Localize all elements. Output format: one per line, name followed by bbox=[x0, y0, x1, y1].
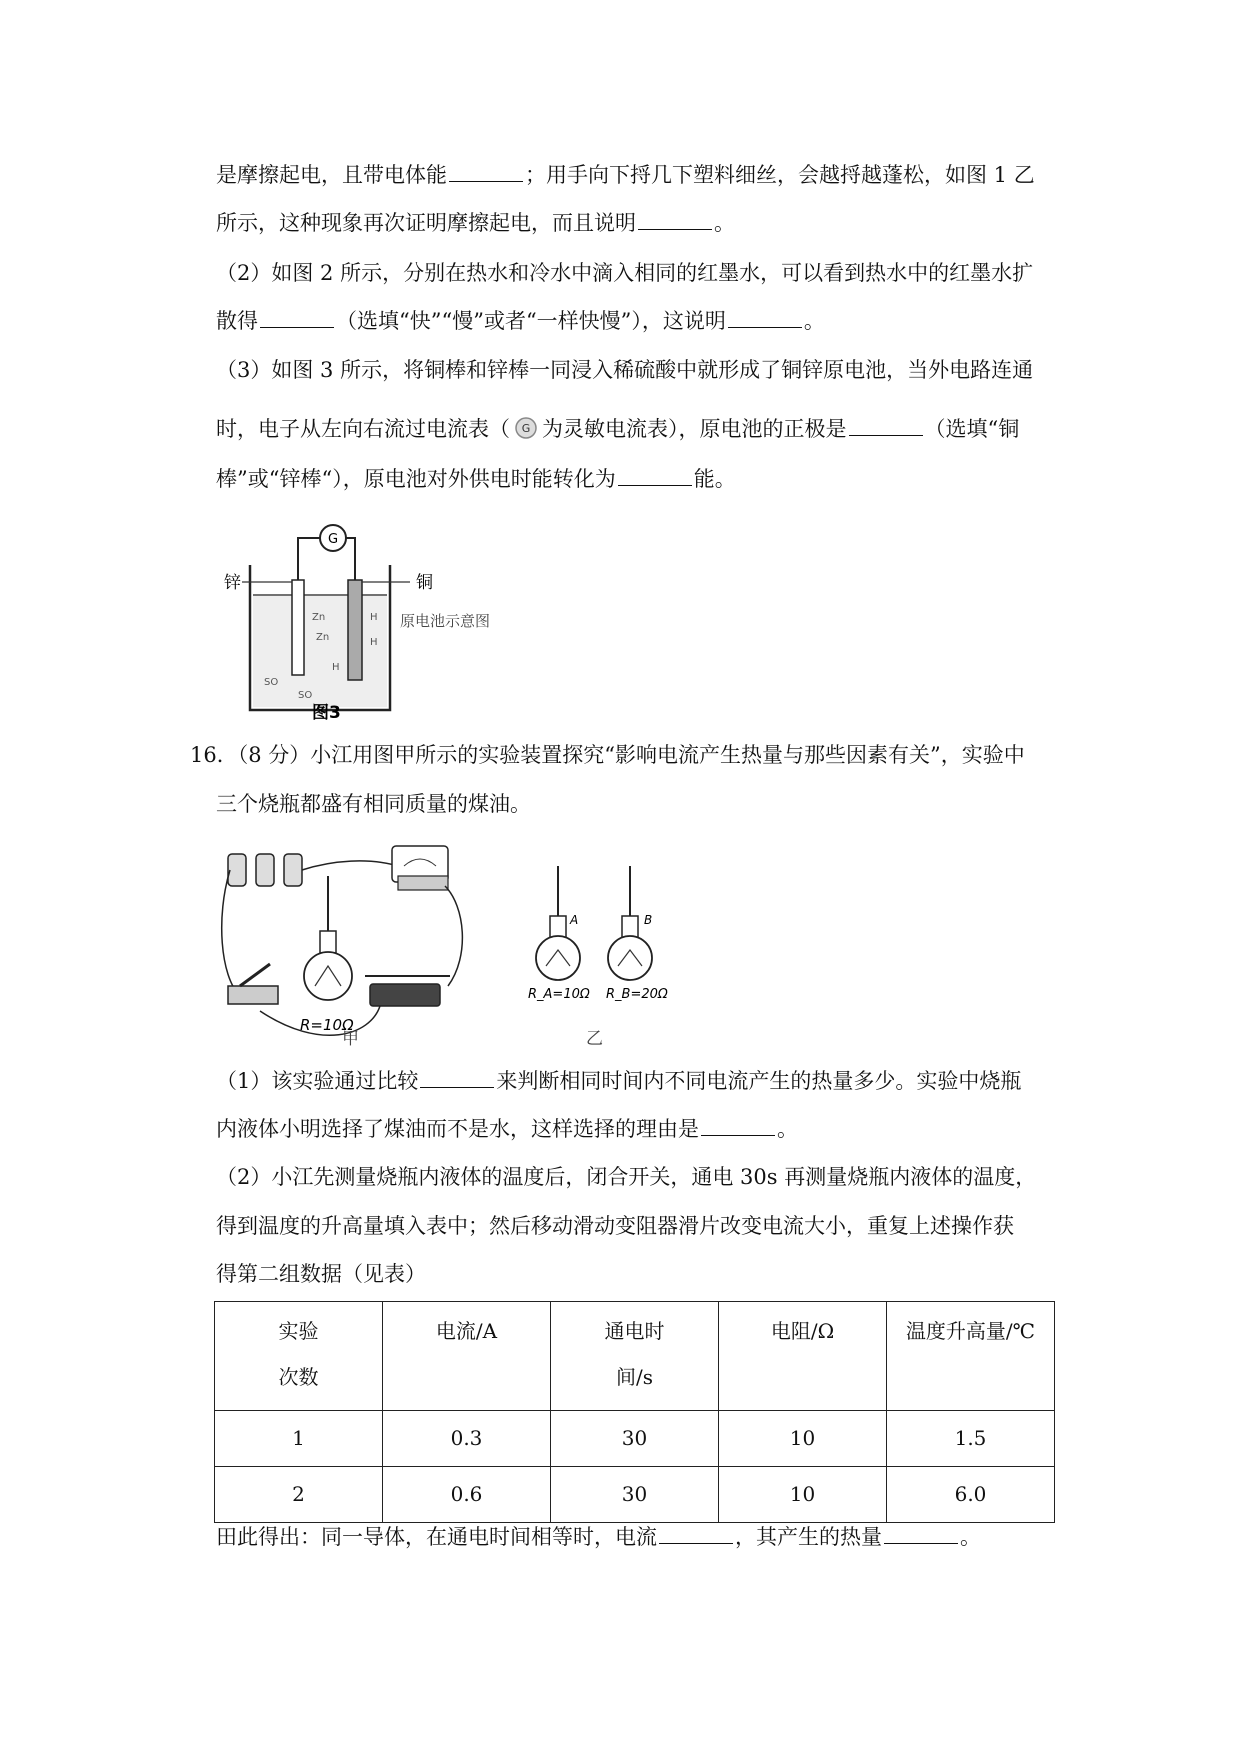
data-table bbox=[214, 1301, 1055, 1523]
p2-line2 bbox=[216, 306, 825, 336]
conclusion-line bbox=[216, 1522, 981, 1552]
svg-text:SO: SO bbox=[298, 690, 313, 701]
answer-blank[interactable] bbox=[449, 163, 523, 182]
text: 是摩擦起电，且带电体能 bbox=[216, 163, 447, 187]
ra-label: R_A=10Ω bbox=[528, 987, 590, 1002]
figure-jia-apparatus bbox=[220, 836, 500, 1041]
p2-line1: （2）如图 2 所示，分别在热水和冷水中滴入相同的红墨水，可以看到热水中的红墨水扩 bbox=[216, 261, 1034, 285]
diagram-caption: 原电池示意图 bbox=[400, 612, 491, 630]
text: 为灵敏电流表），原电池的正极是 bbox=[542, 417, 847, 441]
p3-line3 bbox=[216, 464, 736, 494]
table-cell: 10 bbox=[719, 1467, 887, 1523]
answer-blank[interactable] bbox=[701, 1117, 775, 1136]
table-cell: 6.0 bbox=[887, 1467, 1055, 1523]
answer-blank[interactable] bbox=[884, 1525, 958, 1544]
table-cell: 0.6 bbox=[383, 1467, 551, 1523]
svg-text:Zn: Zn bbox=[316, 632, 330, 643]
table-cell: 1.5 bbox=[887, 1411, 1055, 1467]
galvanometer-icon bbox=[514, 416, 538, 440]
text: 来判断相同时间内不同电流产生的热量多少。实验中烧瓶 bbox=[496, 1069, 1022, 1093]
header-cell: 实验 次数 bbox=[215, 1302, 383, 1411]
text: 散得 bbox=[216, 309, 258, 333]
answer-blank[interactable] bbox=[659, 1525, 733, 1544]
text: 所示，这种现象再次证明摩擦起电，而且说明 bbox=[216, 211, 636, 235]
copper-rod bbox=[348, 580, 362, 680]
svg-text:Zn: Zn bbox=[312, 612, 326, 623]
figure-yi-caption: 乙 bbox=[586, 1029, 603, 1049]
text: 。 bbox=[777, 1117, 798, 1141]
text: （选填“铜 bbox=[924, 417, 1020, 441]
text: 。 bbox=[960, 1525, 981, 1549]
header-cell: 电流/A bbox=[383, 1302, 551, 1411]
p1-line2 bbox=[216, 208, 735, 238]
header-cell: 温度升高量/℃ bbox=[887, 1302, 1055, 1411]
table-cell: 0.3 bbox=[383, 1411, 551, 1467]
svg-text:G: G bbox=[521, 422, 531, 435]
q16-1-line2 bbox=[216, 1114, 798, 1144]
table-cell: 2 bbox=[215, 1467, 383, 1523]
q16-line2: 三个烧瓶都盛有相同质量的煤油。 bbox=[216, 792, 531, 816]
flask-a-label: A bbox=[570, 913, 579, 927]
answer-blank[interactable] bbox=[260, 309, 334, 328]
resistance-label: R=10Ω bbox=[300, 1016, 354, 1034]
text: ，其产生的热量 bbox=[735, 1525, 882, 1549]
table-cell: 30 bbox=[551, 1467, 719, 1523]
p3-line1: （3）如图 3 所示，将铜棒和锌棒一同浸入稀硫酸中就形成了铜锌原电池，当外电路连通 bbox=[216, 358, 1034, 382]
answer-blank[interactable] bbox=[638, 211, 712, 230]
text: 时，电子从左向右流过电流表（ bbox=[216, 417, 510, 441]
table-cell: 1 bbox=[215, 1411, 383, 1467]
figure-3-galvanic-cell bbox=[220, 520, 510, 720]
answer-blank[interactable] bbox=[728, 309, 802, 328]
header-cell: 通电时 间/s bbox=[551, 1302, 719, 1411]
svg-text:H: H bbox=[370, 637, 378, 648]
header-cell: 电阻/Ω bbox=[719, 1302, 887, 1411]
q16-line1: 16．（8 分）小江用图甲所示的实验装置探究“影响电流产生热量与那些因素有关”，实验中 bbox=[190, 743, 1025, 767]
meter-label: G bbox=[327, 532, 339, 547]
rb-label: R_B=20Ω bbox=[606, 987, 668, 1002]
p3-line2 bbox=[216, 414, 1019, 444]
text: ；用手向下捋几下塑料细丝，会越捋越蓬松，如图 1 乙 bbox=[525, 163, 1035, 187]
table-row bbox=[215, 1411, 1055, 1467]
table-cell: 10 bbox=[719, 1411, 887, 1467]
answer-blank[interactable] bbox=[849, 417, 923, 436]
table-header-row bbox=[215, 1302, 1055, 1411]
svg-text:H: H bbox=[332, 662, 340, 673]
table-cell: 30 bbox=[551, 1411, 719, 1467]
p1-line1 bbox=[216, 160, 1035, 190]
svg-text:H: H bbox=[370, 612, 378, 623]
q16-1-line1 bbox=[216, 1066, 1021, 1096]
text: 。 bbox=[803, 309, 825, 333]
zinc-rod bbox=[292, 580, 304, 675]
svg-text:SO: SO bbox=[264, 677, 279, 688]
q16-2-line3: 得第二组数据（见表） bbox=[216, 1262, 426, 1286]
figure-yi-flasks bbox=[528, 856, 678, 1006]
text: 棒”或“锌棒“），原电池对外供电时能转化为 bbox=[216, 467, 616, 491]
text: （1）该实验通过比较 bbox=[216, 1069, 419, 1093]
text: （选填“快”“慢”或者“一样快慢”），这说明 bbox=[336, 309, 726, 333]
q16-2-line2: 得到温度的升高量填入表中；然后移动滑动变阻器滑片改变电流大小，重复上述操作获 bbox=[216, 1214, 1014, 1238]
copper-label: 铜 bbox=[416, 573, 433, 593]
answer-blank[interactable] bbox=[618, 467, 692, 486]
figure-jia-caption: 甲 bbox=[342, 1029, 359, 1049]
figure-label: 图3 bbox=[312, 703, 341, 720]
zinc-label: 锌 bbox=[224, 573, 241, 593]
text: 。 bbox=[714, 211, 735, 235]
text: 田此得出：同一导体，在通电时间相等时，电流 bbox=[216, 1525, 657, 1549]
text: 能。 bbox=[693, 467, 736, 491]
answer-blank[interactable] bbox=[420, 1069, 494, 1088]
table-row bbox=[215, 1467, 1055, 1523]
text: 内液体小明选择了煤油而不是水，这样选择的理由是 bbox=[216, 1117, 699, 1141]
flask-b-label: B bbox=[644, 913, 653, 927]
q16-2-line1: （2）小江先测量烧瓶内液体的温度后，闭合开关，通电 30s 再测量烧瓶内液体的温度， bbox=[216, 1165, 1037, 1189]
